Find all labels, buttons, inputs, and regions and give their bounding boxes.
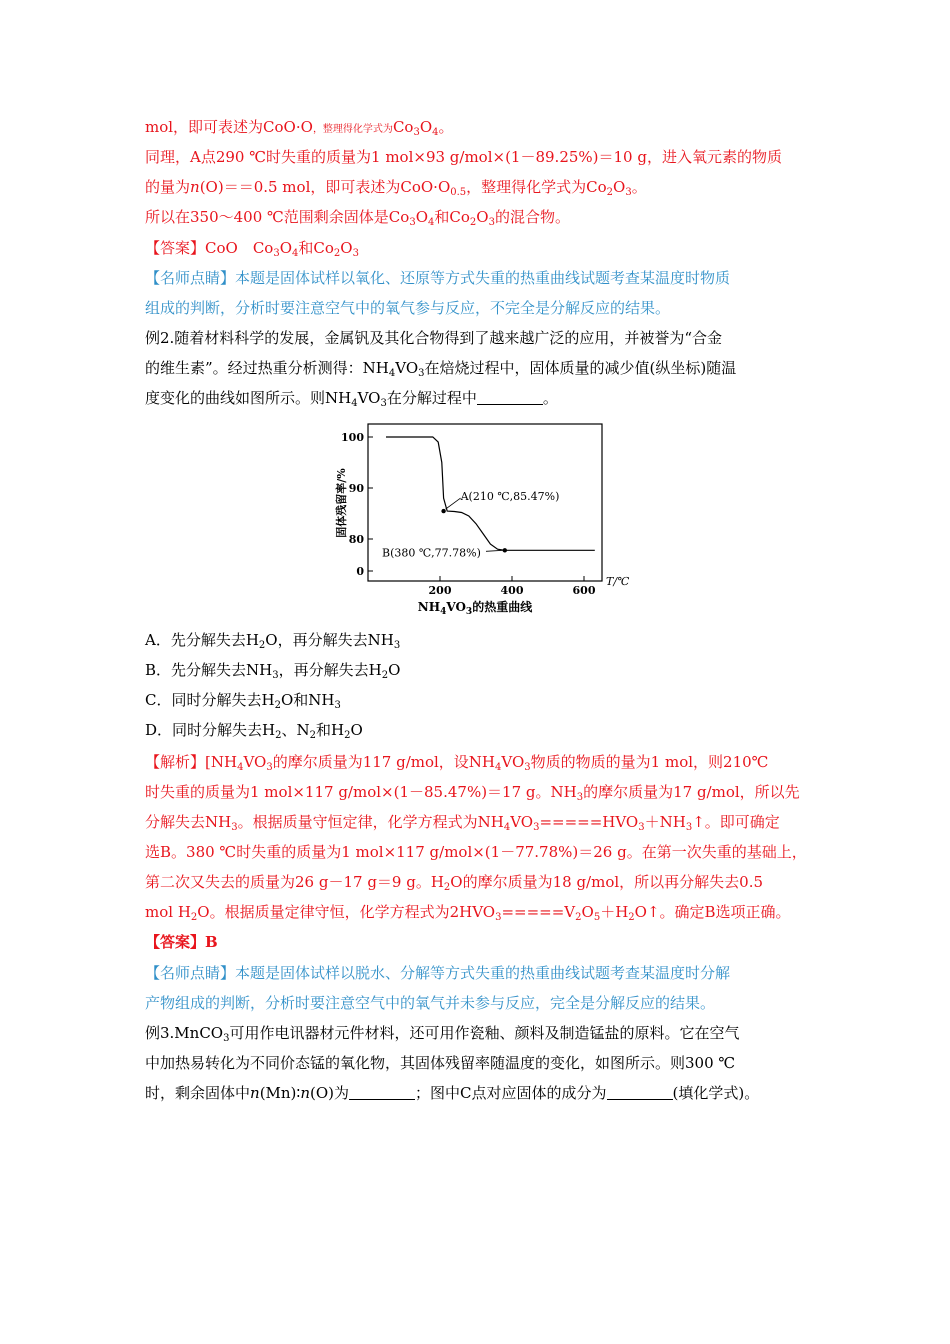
tip-line-1a: 【名师点睛】本题是固体试样以氧化、还原等方式失重的热重曲线试题考查某温度时物质 <box>145 269 731 287</box>
thermogravimetric-chart <box>320 415 640 620</box>
x-tick-label: 600 <box>572 584 596 597</box>
x-axis-label: T/℃ <box>606 575 630 588</box>
example-3-line-3: 时，剩余固体中n(Mn)∶n(O)为 ；图中C点对应固体的成分为 (填化学式)。 <box>145 1084 760 1102</box>
text-line-p2: 同理，A点290 ℃时失重的质量为1 mol×93 g/mol×(1－89.25%)＝10 g，进入氧元素的物质 <box>145 148 782 166</box>
solution-line-3: 分解失去$NH_3$。根据质量守恒定律，化学方程式为$NH_4VO_3=====HVO_3+NH_3↑$。即可确定 <box>145 813 780 833</box>
tip-line-1b: 组成的判断，分析时要注意空气中的氧气参与反应，不完全是分解反应的结果。 <box>145 299 671 317</box>
example-3-line-2: 中加热易转化为不同价态锰的氧化物，其固体残留率随温度的变化，如图所示。则300 ℃ <box>145 1054 736 1072</box>
tip-line-2a: 【名师点睛】本题是固体试样以脱水、分解等方式失重的热重曲线试题考查某温度时分解 <box>145 964 731 982</box>
answer-blank-ratio[interactable] <box>349 1085 415 1100</box>
y-tick-label: 90 <box>348 482 364 495</box>
answer-blank-composition[interactable] <box>607 1085 673 1100</box>
point-label: A(210 ℃,85.47%) <box>460 490 560 504</box>
solution-line-2: 时失重的质量为1 mol×117 g/mol×(1－85.47%)＝17 g。$NH_3$的摩尔质量为17 g/mol，所以先 <box>145 783 800 803</box>
example-2-line-3: 度变化的曲线如图所示。则$NH_4VO_3$在分解过程中 。 <box>145 389 558 409</box>
option-c[interactable]: C．同时分解失去$H_2O$和$NH_3$ <box>145 691 341 711</box>
answer-blank[interactable] <box>477 390 543 405</box>
option-b[interactable]: B．先分解失去$NH_3$，再分解失去$H_2O$ <box>145 661 401 681</box>
point-label-leader <box>446 498 461 509</box>
example-2-line-1: 例2.随着材料科学的发展，金属钒及其化合物得到了越来越广泛的应用，并被誉为“合金 <box>145 329 722 347</box>
data-point <box>503 548 507 552</box>
answer-line-2: 【答案】B <box>145 933 218 951</box>
x-axis-ticks <box>429 576 596 597</box>
y-tick-label: 80 <box>348 533 364 546</box>
solution-line-4: 选B。380 ℃时失重的质量为1 mol×117 g/mol×(1－77.78%)＝26 g。在第一次失重的基础上， <box>145 843 807 861</box>
y-tick-label: 0 <box>356 565 364 578</box>
tip-line-2b: 产物组成的判断，分析时要注意空气中的氧气并未参与反应，完全是分解反应的结果。 <box>145 994 716 1012</box>
solution-line-5: 第二次又失去的质量为26 g－17 g＝9 g。$H_2O$的摩尔质量为18 g/mol，所以再分解失去0.5 <box>145 873 764 893</box>
data-point <box>441 509 445 513</box>
option-a[interactable]: A．先分解失去$H_2O$，再分解失去$NH_3$ <box>145 631 401 651</box>
option-d[interactable]: D．同时分解失去$H_2$、$N_2$和$H_2O$ <box>145 721 363 741</box>
text-line-p1: mol，即可表述为CoO·O，整理得化学式为$Co_3O_4$。 <box>145 118 454 138</box>
point-markers <box>382 490 559 559</box>
y-tick-label: 100 <box>341 431 364 444</box>
y-axis-label: 固体残留率/% <box>335 468 348 538</box>
x-tick-label: 400 <box>500 584 524 597</box>
example-3-line-1: 例3.MnCO$_3$可用作电讯器材元件材料，还可用作瓷釉、颜料及制造锰盐的原料。它在空气 <box>145 1024 740 1044</box>
point-label: B(380 ℃,77.78%) <box>382 546 481 560</box>
text-line-p4: 所以在350～400 ℃范围剩余固体是$Co_3O_4$和$Co_2O_3$的混合物。 <box>145 208 570 228</box>
point-label-leader <box>486 550 503 551</box>
example-2-line-2: 的维生素”。经过热重分析测得：$NH_4VO_3$在焙烧过程中，固体质量的减少值(纵坐标)随温 <box>145 359 737 379</box>
answer-line-1: 【答案】CoO $Co_3O_4$和$Co_2O_3$ <box>145 239 359 259</box>
text-line-p3: 的量为n(O)＝＝0.5 mol，即可表述为$CoO\cdot O_{0.5}$，整理得化学式为$Co_2O_3$。 <box>145 178 647 198</box>
solution-line-6: mol $H_2O$。根据质量定律守恒，化学方程式为$2HVO_3=====V_2O_5+H_2O↑$。确定B选项正确。 <box>145 903 791 923</box>
solution-line-1: 【解析】[$NH_4VO_3$的摩尔质量为117 g/mol，设$NH_4VO_3$物质的物质的量为1 mol，则210℃ <box>145 753 769 773</box>
chart-title: $NH_4VO_3$的热重曲线 <box>417 600 533 617</box>
x-tick-label: 200 <box>428 584 452 597</box>
